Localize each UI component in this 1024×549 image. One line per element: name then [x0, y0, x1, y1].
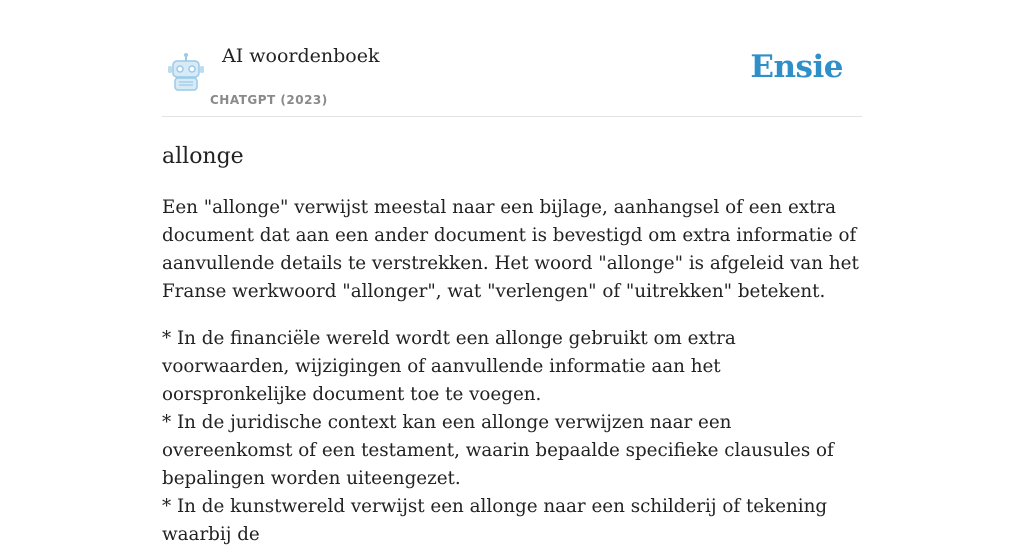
source-title[interactable]: AI woordenboek — [222, 45, 380, 67]
bullet-item: * In de juridische context kan een allonge verwijzen naar een overeenkomst of een testament, waarin bepaalde specifieke clausules of bepalingen worden uiteengezet. — [162, 412, 834, 489]
bullet-item: * In de kunstwereld verwijst een allonge naar een schilderij of tekening waarbij de — [162, 496, 828, 545]
entry-bullets — [162, 325, 862, 549]
entry-card — [162, 0, 862, 549]
entry-term: allonge — [162, 144, 244, 169]
ensie-logo[interactable]: Ensie — [750, 49, 843, 85]
entry-definition: Een "allonge" verwijst meestal naar een bijlage, aanhangsel of een extra document dat aan een ander document is bevestigd om extra informatie of aanvullende details te verstrekken. Het woord "allonge" is afgeleid van het Franse werkwoord "allonger", wat "verlengen" of "uitrekken" betekent. — [162, 197, 859, 302]
robot-icon — [166, 52, 206, 92]
entry-header — [162, 0, 862, 117]
source-meta: CHATGPT (2023) — [210, 93, 328, 107]
bullet-item: * In de financiële wereld wordt een allonge gebruikt om extra voorwaarden, wijzigingen of aanvullende informatie aan het oorspronkelijke document toe te voegen. — [162, 328, 736, 405]
